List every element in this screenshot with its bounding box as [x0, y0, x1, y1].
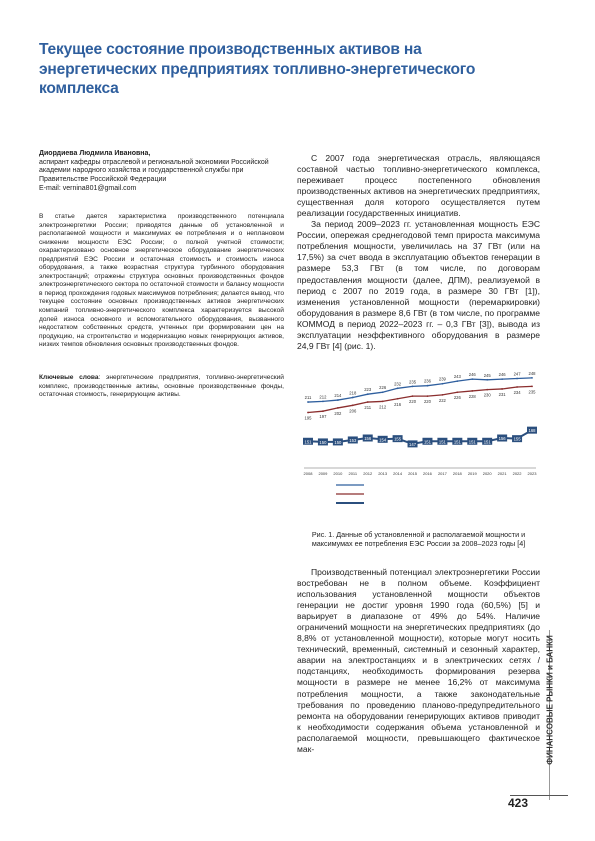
data-point: [397, 387, 399, 389]
data-label: 243: [453, 374, 461, 380]
author-affiliation: аспирант кафедры отраслевой и региональной экономики Российской академии народного хозяйства и государственной службы при Правительстве Российской Федерации: [39, 158, 269, 184]
section-label-text: ФИНАНСОВЫЕ РЫНКИ и БАНКИ: [545, 635, 555, 765]
data-label: 151: [423, 439, 431, 445]
data-point: [456, 391, 458, 393]
x-tick-label: 2014: [393, 471, 403, 476]
data-label: 218: [349, 390, 357, 396]
data-label: 156: [364, 436, 372, 441]
data-label: 197: [319, 414, 327, 420]
data-point: [442, 383, 444, 385]
data-point: [471, 378, 473, 380]
x-tick-label: 2018: [452, 471, 462, 476]
data-label: 155: [394, 436, 402, 442]
x-tick-label: 2015: [408, 471, 417, 476]
data-point: [516, 386, 518, 388]
keywords: [39, 374, 284, 400]
data-point: [367, 401, 369, 403]
data-point: [307, 401, 309, 403]
data-label: 147: [409, 441, 417, 447]
author-block: [39, 150, 284, 194]
capacity-chart: [300, 365, 540, 525]
data-label: 168: [528, 428, 536, 434]
data-point: [471, 390, 473, 392]
x-tick-label: 2008: [303, 471, 313, 476]
data-label: 151: [483, 439, 491, 445]
data-point: [486, 379, 488, 381]
data-point: [322, 400, 324, 402]
data-label: 222: [438, 397, 446, 403]
keywords-label: Ключевые слова: [39, 374, 99, 381]
data-point: [456, 380, 458, 382]
data-point: [412, 385, 414, 387]
data-label: 155: [513, 436, 521, 442]
data-label: 236: [423, 378, 431, 384]
data-label: 212: [319, 394, 327, 400]
data-label: 150: [334, 439, 342, 445]
data-label: 239: [438, 376, 446, 382]
data-label: 151: [468, 439, 476, 445]
data-label: 247: [513, 371, 521, 377]
author-name: Диордиева Людмила Ивановна,: [39, 150, 151, 157]
data-label: 234: [513, 390, 521, 395]
x-tick-label: 2011: [348, 471, 358, 476]
figure-caption: Рис. 1. Данные об установленной и располагаемой мощности и максимумах ее потребления ЕЭС России за 2008–2023 годы [4]: [311, 530, 526, 548]
data-label: 220: [409, 399, 417, 405]
data-label: 195: [304, 415, 312, 421]
data-point: [382, 400, 384, 402]
data-point: [427, 395, 429, 397]
data-label: 232: [394, 381, 402, 387]
data-label: 216: [394, 401, 402, 407]
section-label: [543, 635, 557, 765]
paragraph: С 2007 года энергетическая отрасль, являющаяся составной частью топливно-энергетического комплекса, переживает процесс постепенного обновления производственных активов на энергетических предприятиях, существенная доля которого осуществляется путем реализации государственных инициатив.: [297, 153, 540, 219]
data-point: [412, 395, 414, 397]
data-point: [322, 410, 324, 412]
data-label: 226: [453, 395, 461, 401]
data-point: [531, 385, 533, 387]
data-label: 214: [334, 393, 342, 399]
data-label: 246: [468, 372, 476, 378]
data-label: 248: [528, 370, 536, 376]
data-label: 220: [423, 399, 431, 405]
body-text-top: [297, 153, 540, 352]
x-tick-label: 2020: [482, 471, 492, 476]
data-point: [352, 404, 354, 406]
x-tick-label: 2017: [437, 471, 447, 476]
data-point: [352, 397, 354, 399]
data-point: [501, 388, 503, 390]
data-point: [397, 398, 399, 400]
data-label: 231: [498, 391, 506, 397]
data-point: [531, 377, 533, 379]
data-label: 156: [498, 436, 506, 441]
body-text-bottom: [297, 567, 540, 755]
x-tick-label: 2009: [318, 471, 328, 476]
paragraph: За период 2009–2023 гг. установленная мощность ЕЭС России, опережая среднегодовой темп прироста максимума потребления мощности, увеличилась на 37 ГВт (или на 17,5%) за счет ввода в эксплуатацию объектов генерации в размере 53,3 ГВт (в том числе, по договорам предоставления мощности (далее, ДПМ), реализуемой в период с 2007 по 2019 года, в размере 30 ГВт [1]), изменения установленной мощности (перемаркировки) оборудования в размере 8,6 ГВт (в том числе, по программе КОММОД в период 2022–2023 гг. – 0,3 ГВт [3]), вывода из эксплуатации неэффективного оборудования в размере 24,9 ГВт [4] (рис. 1).: [297, 219, 540, 351]
x-tick-label: 2021: [497, 471, 507, 476]
data-point: [501, 378, 503, 380]
chart-marks: [303, 371, 537, 503]
data-label: 151: [304, 439, 312, 445]
data-label: 212: [379, 404, 387, 410]
x-tick-label: 2022: [512, 471, 522, 476]
data-label: 230: [483, 392, 491, 398]
data-label: 226: [379, 385, 387, 391]
x-tick-label: 2010: [333, 471, 343, 476]
data-label: 211: [364, 405, 372, 411]
data-label: 153: [349, 437, 357, 443]
data-point: [307, 412, 309, 414]
data-label: 235: [528, 389, 536, 395]
data-point: [367, 393, 369, 395]
paragraph: Производственный потенциал электроэнергетики России востребован не в полном объеме. Коэффициент использования установленной мощности объектов генерации не достиг уровня 1990 года (60,5%) [5] и варьирует в диапазоне от 49% до 54%. Наличие ограничений мощности на энергетических предприятиях (до 8,8% от установленной мощности), которые могут носить технический, временный, системный и сезонный характер, аварии на электростанциях и в электрических сетях / подстанциях, необходимость формирования резерва мощности в размере не менее 16,2% от максимума потребления мощности, а также законодательные требования по проведению планово-предупредительного ремонта на оборудовании генерирующих активов приводит к необходимости содержания объема установленной и располагаемой мощности, превышающего фактическое мак-: [297, 567, 540, 754]
x-tick-label: 2023: [527, 471, 537, 476]
data-label: 245: [483, 372, 491, 378]
author-email: E-mail: vernina801@gmail.com: [39, 184, 137, 192]
abstract: В статье дается характеристика производственного потенциала электроэнергетики России; приводятся данные об установленной и располагаемой мощности и максимумах ее потребления и о неплановом снижении мощности ЕЭС России; о полной учетной стоимости; охарактеризовано основное энергетическое оборудование энергетических предприятий ЕЭС России и остаточная стоимость и стоимость износа оборудования, а также возрастная структура турбинного оборудования электростанций; отражены структура основных производственных фондов электроэнергетического сектора по остаточной стоимости и балансу мощности в период прохождения годовых максимумов потребления; делается вывод, что текущее состояние основных производственных активов энергетических компаний топливно-энергетического комплекса характеризуется высокой долей износа основного и вспомогательного оборудования, вызванного недостатком собственных средств, учтенных при формировании цен на продукцию, на строительство и модернизацию новых генерирующих активов, низких темпов обновления основных производственных фондов.: [39, 213, 284, 349]
data-label: 151: [453, 439, 461, 445]
keywords-text: : энергетические предприятия, топливно-энергетический комплекс, производственные активы, основные производственные фонды, остаточная стоимость, генерирующие активы.: [39, 374, 284, 399]
x-tick-label: 2019: [467, 471, 477, 476]
data-label: 211: [304, 395, 312, 401]
data-point: [382, 391, 384, 393]
data-label: 246: [498, 372, 506, 378]
data-point: [337, 407, 339, 409]
data-label: 228: [468, 393, 476, 399]
data-label: 151: [438, 439, 446, 445]
data-label: 154: [379, 437, 387, 443]
data-point: [516, 378, 518, 380]
data-label: 150: [319, 439, 327, 445]
data-label: 206: [349, 408, 357, 414]
data-point: [337, 399, 339, 401]
page-number: 423: [508, 796, 529, 810]
x-tick-label: 2016: [423, 471, 432, 476]
data-point: [486, 389, 488, 391]
data-label: 202: [334, 410, 342, 416]
data-label: 223: [364, 387, 372, 393]
x-tick-label: 2012: [363, 471, 373, 476]
article-title: Текущее состояние производственных активов на энергетических предприятиях топливно-энергетического комплекса: [39, 41, 476, 97]
data-label: 235: [409, 379, 417, 385]
data-point: [427, 385, 429, 387]
x-tick-label: 2013: [378, 471, 388, 476]
data-point: [442, 394, 444, 396]
